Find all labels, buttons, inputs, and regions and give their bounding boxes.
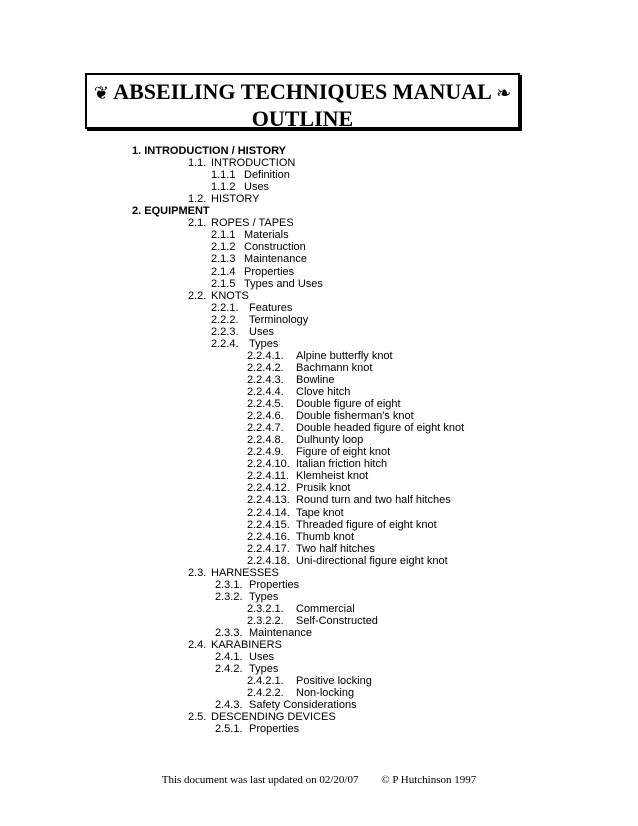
outline-item-number: 2.3.2.2.	[247, 614, 284, 627]
outline-item-label: Bowline	[296, 373, 335, 386]
outline-item-number: 2.2.4.13.	[247, 494, 290, 507]
outline-item-label: Safety Considerations	[249, 699, 357, 712]
outline-item-number: 2.4.1.	[215, 651, 243, 664]
outline-item-number: 2.2.4.	[211, 337, 239, 350]
outline-item-number: 2.2.4.10.	[247, 458, 290, 471]
outline-item-number: 2.4.2.1.	[247, 675, 284, 688]
outline-item-number: 2.3.1.	[215, 578, 243, 591]
outline-item-number: 2.2.4.1.	[247, 349, 284, 362]
outline-item-number: 2.3.2.1.	[247, 602, 284, 615]
outline-item-label: Two half hitches	[296, 542, 375, 555]
outline-item-label: Uses	[249, 651, 275, 664]
last-updated-text: This document was last updated on 02/20/07	[161, 774, 359, 786]
outline-item-label: Uni-directional figure eight knot	[296, 554, 448, 567]
outline-item-number: 2.5.1.	[215, 723, 243, 736]
outline-item-number: 2.1.3	[211, 253, 236, 266]
outline-item-number: 2.2.4.8.	[247, 434, 284, 447]
outline-item-number: 2.2.4.15.	[247, 518, 290, 531]
outline-item-number: 2.2.4.16.	[247, 530, 290, 543]
title-line-1	[87, 79, 518, 106]
outline-item-label: Tape knot	[296, 506, 344, 519]
outline-item-number: 1.1.1	[211, 169, 236, 182]
outline-item-label: Double headed figure of eight knot	[296, 422, 465, 435]
outline-item-number: 2.3.3.	[215, 627, 243, 639]
outline-item-number: 2.3.2.	[215, 590, 243, 603]
outline-item-label: Double fisherman's knot	[296, 410, 414, 423]
outline-item-label: Properties	[249, 578, 300, 591]
outline-item-number: 2.4.	[188, 639, 207, 652]
outline-item-number: 2.2.4.9.	[247, 446, 284, 459]
outline-item-label: INTRODUCTION	[211, 157, 296, 170]
outline-item-number: 2.2.4.14.	[247, 506, 290, 519]
copyright-text: © P Hutchinson 1997	[381, 774, 477, 786]
outline-item-number: 2.2.4.18.	[247, 554, 290, 567]
title-box	[85, 73, 520, 129]
outline-item-label: Figure of eight knot	[296, 446, 391, 459]
outline-item-label: Types	[249, 590, 279, 603]
outline-item-number: 2.2.2.	[211, 313, 239, 326]
outline-item-label: Self-Constructed	[296, 614, 378, 627]
outline-item-label: HISTORY	[211, 193, 260, 206]
outline-item-number: 2. EQUIPMENT	[132, 205, 210, 218]
ornament-left-icon: ❦	[93, 83, 109, 103]
outline-item-label: Features	[249, 301, 293, 314]
ornament-right-icon: ❧	[496, 83, 512, 103]
outline-item-number: 2.2.4.7.	[247, 422, 284, 435]
outline-item-label: Definition	[244, 169, 290, 182]
outline-item-label: Clove hitch	[296, 386, 351, 398]
outline-item-label: Commercial	[296, 602, 355, 615]
outline-item-label: Properties	[249, 723, 300, 736]
outline-item-label: Materials	[244, 229, 289, 242]
outline-item-label: Types	[249, 337, 279, 350]
outline-item-label: Terminology	[249, 313, 309, 326]
outline-item-number: 1.1.2	[211, 181, 236, 194]
outline-item-label: Double figure of eight	[296, 398, 401, 411]
outline-item-number: 2.2.4.5.	[247, 398, 284, 411]
outline-item-number: 1. INTRODUCTION / HISTORY	[132, 145, 287, 157]
outline-item-label: Alpine butterfly knot	[296, 349, 393, 362]
outline-item-label: Dulhunty loop	[296, 434, 364, 447]
outline-item-label: Construction	[244, 241, 306, 254]
outline-item-number: 2.1.1	[211, 229, 236, 242]
outline-item-number: 2.2.4.2.	[247, 361, 284, 374]
outline-item-label: Italian friction hitch	[296, 458, 388, 471]
outline-item-number: 2.1.2	[211, 241, 236, 254]
footer	[0, 774, 638, 786]
outline-item-number: 2.5.	[188, 711, 207, 724]
outline-item-number: 1.2.	[188, 193, 207, 206]
outline-item-number: 2.2.4.3.	[247, 373, 284, 386]
outline-item-label: KARABINERS	[211, 639, 282, 652]
outline-item-label: Klemheist knot	[296, 470, 369, 483]
outline-item-number: 2.1.	[188, 217, 207, 230]
outline-item-label: Threaded figure of eight knot	[296, 518, 437, 531]
outline-item-label: Uses	[249, 325, 275, 338]
outline-item-number: 2.2.4.17.	[247, 542, 290, 555]
outline-item-number: 2.1.4	[211, 265, 236, 278]
outline-item-number: 2.2.4.6.	[247, 410, 284, 423]
outline-item-label: Maintenance	[244, 253, 307, 266]
outline-item-number: 1.1.	[188, 157, 207, 170]
outline-item-label: Properties	[244, 265, 295, 278]
document-subtitle: OUTLINE	[251, 106, 354, 131]
outline-item-number: 2.2.1.	[211, 301, 239, 314]
outline-item-label: Maintenance	[249, 627, 312, 639]
outline-item-label: Types	[249, 663, 279, 676]
outline-item-number: 2.2.3.	[211, 325, 239, 338]
outline-item-number: 2.4.2.2.	[247, 687, 284, 700]
outline-item-number: 2.2.4.4.	[247, 386, 284, 398]
outline-item-label: Types and Uses	[244, 277, 323, 290]
outline-item-number: 2.1.5	[211, 277, 236, 290]
outline-item-label: Bachmann knot	[296, 361, 373, 374]
outline-item-label: Prusik knot	[296, 482, 351, 495]
outline-item-number: 2.4.2.	[215, 663, 243, 676]
outline-item-label: DESCENDING DEVICES	[211, 711, 336, 724]
outline-item-number: 2.4.3.	[215, 699, 243, 712]
outline-item-label: Uses	[244, 181, 270, 194]
outline-item-label: Round turn and two half hitches	[296, 494, 451, 507]
outline-item-label: Non-locking	[296, 687, 355, 700]
document-title: ABSEILING TECHNIQUES MANUAL	[113, 79, 491, 104]
outline-item-label: ROPES / TAPES	[211, 217, 294, 230]
outline-item-number: 2.3.	[188, 566, 207, 579]
outline-item-label: Positive locking	[296, 675, 372, 688]
outline-item-number: 2.2.	[188, 289, 207, 302]
outline-item-label: HARNESSES	[211, 566, 279, 579]
outline-item-number: 2.2.4.11.	[247, 470, 289, 483]
outline-item-label: Thumb knot	[296, 530, 355, 543]
outline-item-label: KNOTS	[211, 289, 249, 302]
outline-item-number: 2.2.4.12.	[247, 482, 290, 495]
